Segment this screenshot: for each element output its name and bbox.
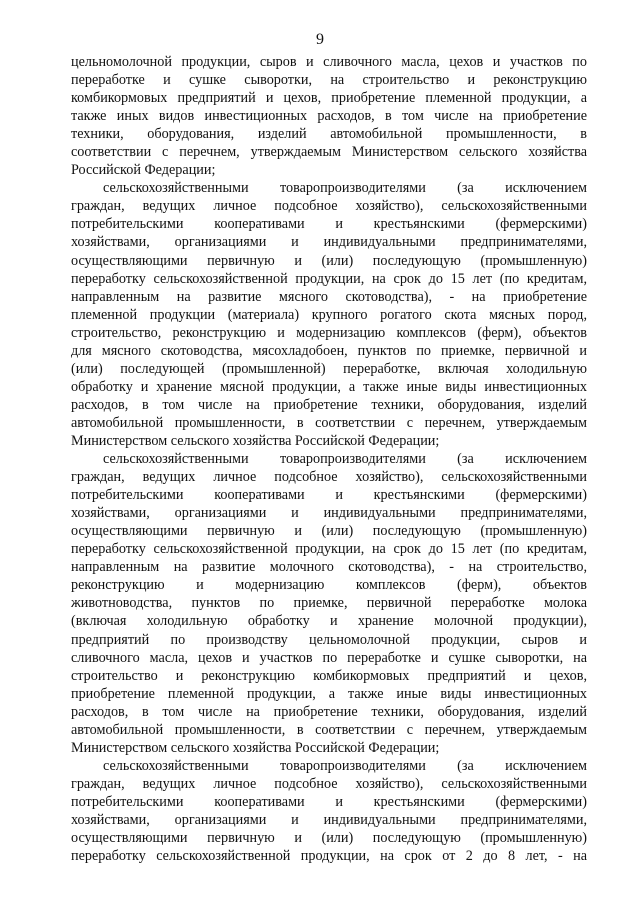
text-line: расходов, в том числе на приобретение техники, оборудования, изделий [71, 703, 587, 720]
text-line: сельскохозяйственными товаропроизводителями (за исключением [103, 180, 587, 197]
text-line: строительство и реконструкцию комбикормовых предприятий и цехов, [71, 667, 587, 684]
text-line: переработке и сушке сыворотки, на строительство и реконструкцию [71, 72, 587, 89]
text-line: строительство, реконструкцию и модернизацию комплексов (ферм), объектов [71, 324, 587, 341]
text-line: расходов, в том числе на приобретение техники, оборудования, изделий [71, 396, 587, 413]
text-line: (включая холодильную обработку и хранение молочной продукции), [71, 613, 587, 630]
text-line: направленным на развитие молочного скотоводства), - на строительство, [71, 559, 587, 576]
text-line: сельскохозяйственными товаропроизводителями (за исключением [103, 757, 587, 774]
text-line: автомобильной промышленности, в соответствии с перечнем, утверждаемым [71, 721, 587, 738]
text-line: приобретение племенной продукции, а также иные виды инвестиционных [71, 685, 587, 702]
text-line: предприятий по производству цельномолочной продукции, сыров и [71, 631, 587, 648]
text-line: потребительскими кооперативами и крестьянскими (фермерскими) [71, 793, 587, 810]
paragraph [71, 757, 587, 865]
text-line: соответствии с перечнем, утверждаемым Министерством сельского хозяйства [71, 144, 587, 161]
page-number: 9 [316, 31, 324, 48]
text-line: переработку сельскохозяйственной продукции, на срок до 15 лет (по кредитам, [71, 270, 587, 287]
text-line: осуществляющими первичную и (или) последующую (промышленную) [71, 523, 587, 540]
text-line: цельномолочной продукции, сыров и сливочного масла, цехов и участков по [71, 54, 587, 70]
text-line: хозяйствами, организациями и индивидуальными предпринимателями, [71, 234, 587, 251]
text-line: племенной продукции (материала) крупного рогатого скота мясных пород, [71, 306, 587, 323]
text-line: осуществляющими первичную и (или) последующую (промышленную) [71, 830, 587, 847]
text-line: переработку сельскохозяйственной продукции, на срок от 2 до 8 лет, - на [71, 848, 587, 865]
text-line: реконструкцию и модернизацию комплексов (ферм), объектов [71, 577, 587, 594]
text-line: потребительскими кооперативами и крестьянскими (фермерскими) [71, 487, 587, 504]
text-line: автомобильной промышленности, в соответствии с перечнем, утверждаемым [71, 414, 587, 431]
text-line: направленным на развитие мясного скотоводства), - на приобретение [71, 288, 587, 305]
paragraph [71, 179, 587, 450]
text-line: Министерством сельского хозяйства Российской Федерации; [71, 432, 440, 449]
text-line: граждан, ведущих личное подсобное хозяйство), сельскохозяйственными [71, 469, 587, 486]
text-line: хозяйствами, организациями и индивидуальными предпринимателями, [71, 505, 587, 522]
text-line: для мясного скотоводства, мясохладобоен, пунктов по приемке, первичной и [71, 342, 587, 359]
document-body [71, 53, 587, 865]
text-line: обработку и хранение мясной продукции, а также иные виды инвестиционных [71, 378, 587, 395]
text-line: сельскохозяйственными товаропроизводителями (за исключением [103, 451, 587, 468]
text-line: техники, оборудования, изделий автомобильной промышленности, в [71, 126, 587, 143]
text-line: (или) последующей (промышленной) переработке, включая холодильную [71, 360, 587, 377]
text-line: осуществляющими первичную и (или) последующую (промышленную) [71, 252, 587, 269]
text-line: комбикормовых предприятий и цехов, приобретение племенной продукции, а [71, 90, 587, 107]
text-line: граждан, ведущих личное подсобное хозяйство), сельскохозяйственными [71, 198, 587, 215]
text-line: Министерством сельского хозяйства Российской Федерации; [71, 739, 440, 756]
text-line: граждан, ведущих личное подсобное хозяйство), сельскохозяйственными [71, 775, 587, 792]
paragraph [71, 450, 587, 757]
text-line: также иных видов инвестиционных расходов, в том числе на приобретение [71, 108, 587, 125]
text-line: животноводства, пунктов по приемке, первичной переработке молока [71, 595, 587, 612]
text-line: потребительскими кооперативами и крестьянскими (фермерскими) [71, 216, 587, 233]
text-line: Российской Федерации; [71, 162, 216, 179]
paragraph [71, 53, 587, 179]
text-line: сливочного масла, цехов и участков по переработке и сушке сыворотки, на [71, 649, 587, 666]
text-line: переработку сельскохозяйственной продукции, на срок до 15 лет (по кредитам, [71, 541, 587, 558]
text-line: хозяйствами, организациями и индивидуальными предпринимателями, [71, 811, 587, 828]
